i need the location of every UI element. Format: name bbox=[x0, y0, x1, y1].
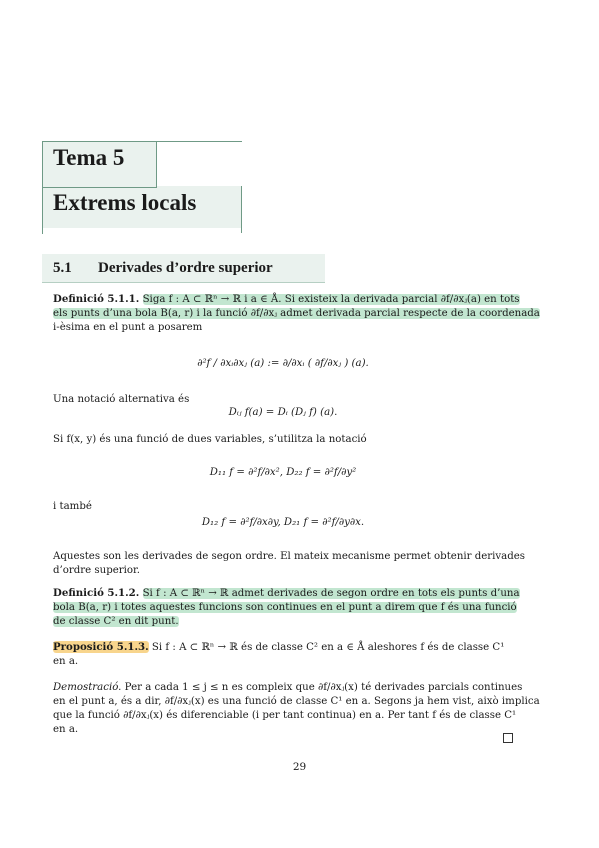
proof-line: Per a cada 1 ≤ j ≤ n es compleix que ∂f/∂xⱼ(x) té derivades parcials continues bbox=[124, 682, 523, 693]
chapter-number: Tema 5 bbox=[53, 145, 125, 170]
definition-line: i-èsima en el punt a posarem bbox=[53, 322, 203, 333]
also-text: i també bbox=[53, 501, 92, 512]
two-vars-text: Si f(x, y) és una funció de dues variables, s’utilitza la notació bbox=[53, 434, 367, 445]
chapter-title: Extrems locals bbox=[53, 190, 197, 215]
definition-label: Definició 5.1.1. bbox=[53, 293, 140, 305]
proposition-label: Proposició 5.1.3. bbox=[53, 641, 149, 653]
section-number: 5.1 bbox=[53, 260, 72, 276]
proof-label: Demostració. bbox=[53, 682, 122, 693]
equation-d12-d21: D₁₂ f = ∂²f/∂x∂y, D₂₁ f = ∂²f/∂y∂x. bbox=[201, 517, 365, 528]
proposition-line: en a. bbox=[53, 656, 79, 667]
proof-line: en a. bbox=[53, 724, 79, 735]
page-number: 29 bbox=[292, 761, 307, 773]
definition-line: els punts d’una bola B(a, r) i la funció ∂f/∂xⱼ admet derivada parcial respecte de la coordenada bbox=[53, 308, 540, 319]
alt-notation-text bbox=[53, 393, 189, 407]
proof-line: en el punt a, és a dir, ∂f/∂xⱼ(x) es una funció de classe C¹ en a. Segons ja hem vist, això implica bbox=[53, 696, 540, 707]
proposition-5-1-3 bbox=[53, 640, 513, 669]
definition-line: Siga f : A ⊂ ℝⁿ → ℝ i a ∈ Å. Si existeix la derivada parcial ∂f/∂xⱼ(a) en tots bbox=[142, 294, 520, 305]
second-order-paragraph bbox=[53, 550, 526, 578]
paragraph-line: Aquestes son les derivades de segon ordre. El mateix mecanisme permet obtenir derivades bbox=[53, 551, 526, 562]
definition-line: Si f : A ⊂ ℝⁿ → ℝ admet derivades de segon ordre en tots els punts d’una bbox=[142, 588, 520, 599]
paragraph-line: d’ordre superior. bbox=[53, 565, 141, 576]
proposition-line: Si f : A ⊂ ℝⁿ → ℝ és de classe C² en a ∈ Å aleshores f és de classe C¹ bbox=[151, 642, 505, 653]
definition-5-1-1 bbox=[53, 292, 540, 335]
equation-second-derivative: ∂²f / ∂xᵢ∂xⱼ (a) := ∂/∂xᵢ ( ∂f/∂xⱼ ) (a). bbox=[197, 358, 369, 369]
section-title: Derivades d’ordre superior bbox=[98, 260, 273, 276]
proof-line: que la funció ∂f/∂xⱼ(x) és diferenciable (i per tant continua) en a. Per tant f és de classe C¹ bbox=[53, 710, 517, 721]
definition-line: bola B(a, r) i totes aquestes funcions son continues en el punt a direm que f és una funció bbox=[53, 602, 517, 613]
proof bbox=[53, 681, 540, 737]
chapter-frame-right bbox=[241, 186, 242, 233]
definition-line: de classe C² en dit punt. bbox=[53, 616, 179, 627]
definition-5-1-2 bbox=[53, 586, 520, 629]
equation-alt-notation: Dᵢⱼ f(a) = Dᵢ (Dⱼ f) (a). bbox=[228, 407, 338, 418]
alt-notation-label: Una notació alternativa és bbox=[53, 394, 190, 405]
qed-box-icon bbox=[503, 733, 513, 743]
definition-label: Definició 5.1.2. bbox=[53, 587, 140, 599]
equation-d11-d22: D₁₁ f = ∂²f/∂x², D₂₂ f = ∂²f/∂y² bbox=[209, 467, 357, 478]
